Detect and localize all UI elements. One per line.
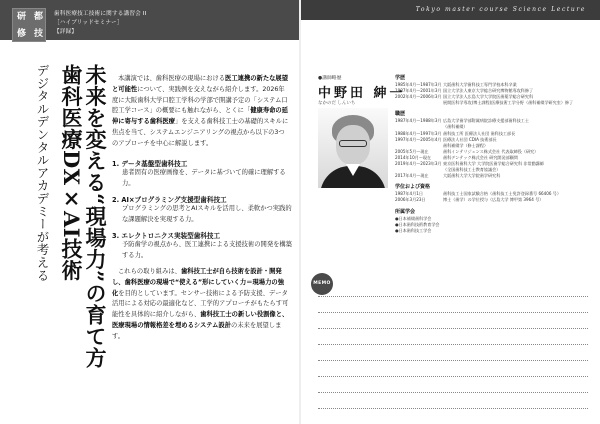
approach-title: 2. AI×プログラミング支援型歯科技工 <box>112 196 227 204</box>
memo-line <box>318 296 588 297</box>
approach-item <box>112 158 292 189</box>
cv-text: 歯科技工士国家試験合格（歯科技工士免許登録番号 66406 号） <box>443 191 561 197</box>
approach-item <box>112 194 292 225</box>
cv-date: 2019年4月〜2023年3月 <box>395 161 442 167</box>
cv-text: （全国歯科技工士教育協議会） <box>443 167 501 173</box>
intro-paragraph <box>112 74 290 150</box>
approach-desc: プログラミングの思考とAIスキルを活用し、柔軟かつ実践的な課題解決を実現する力。 <box>122 205 292 223</box>
title-main: 歯科医療DX×AI技術 <box>59 64 84 282</box>
cv-date: 2002年4月〜2006年3月 <box>395 94 442 100</box>
approach-item <box>112 230 292 261</box>
profile-tag: ●講師略歴 <box>318 76 342 81</box>
cv-heading: 学位および資格 <box>395 184 431 191</box>
closing-seg-5: の未来を展望します。 <box>112 321 282 340</box>
closing-seg-1: これらの取り組みは、 <box>118 268 181 275</box>
speaker-photo <box>318 108 388 188</box>
cv-block <box>395 74 590 238</box>
cv-heading: 所属学会 <box>395 208 416 215</box>
cv-text: 東京医科歯科大学 大学院医歯学総合研究科 非常勤講師 <box>443 161 544 167</box>
cv-text: 医療法人社団 CDIA 技術部長 <box>443 136 497 142</box>
cv-text: 歯科インテリジェンス株式会社 代表取締役（研究） <box>443 148 539 154</box>
right-header-band <box>301 0 600 20</box>
cv-date: 2006年3月23日 <box>395 197 426 203</box>
cv-row <box>395 100 590 106</box>
memo-badge: MEMO <box>311 273 333 295</box>
cv-date: 1987年4月1日 <box>395 191 423 197</box>
intro-seg-3: について、実践例を交えながら紹介します。2026年度に大阪歯科大学口腔工学科の学部で開講予定の「システム口腔工学コース」の概要にも触れながら、とくに「 <box>112 85 288 115</box>
approach-desc: 予防歯学の視点から、医工連携による支援技術の開発を構築する力。 <box>122 241 293 259</box>
badge-char-2: 都 <box>33 12 43 22</box>
cv-text: （歯科補綴） <box>443 124 468 130</box>
left-header-band <box>0 0 299 40</box>
intro-seg-1: 本講演では、歯科医療の現場における <box>118 75 226 82</box>
intro-seg-4: 健康寿命の延伸に寄与する歯科医療 <box>112 107 288 126</box>
cv-date: 1985年4月〜1987年3月 <box>395 82 442 87</box>
approach-desc: 患者固有の医療画像を、データに基づいて的確に理解する力。 <box>122 169 286 187</box>
cv-date: 1988年4月〜1997年3月 <box>395 130 442 136</box>
cv-section-societies <box>395 208 590 234</box>
cv-date: 1987年4月〜1988年3月 <box>395 118 442 124</box>
closing-seg-3: を目的としています。センサー技術による予防支援、データ活用による対応の最適化など、工学的アプローチがもたらす可能性を具体的に紹介しながら、 <box>112 289 289 319</box>
cv-date: 2017年4月〜現在 <box>395 173 429 179</box>
right-header-text: Tokyo master course Science Lecture <box>415 6 586 13</box>
header-line-1: 歯科医療技工技術に関する講習会 II <box>54 11 147 17</box>
cv-society: ●日本歯科技術教育学会 <box>395 221 440 227</box>
closing-seg-4: 歯科技工士の新しい役割像と、医療現場の情報格差を埋めるシステム設計 <box>112 311 289 329</box>
header-line-3: 【詳録】 <box>54 29 78 35</box>
cv-text: 歯科補綴学（修士課程） <box>443 142 489 148</box>
cv-date: 2005年5月〜現在 <box>395 148 429 154</box>
title-kicker: デジタルデンタルアカデミーが考える <box>35 64 50 282</box>
memo-line <box>318 408 588 409</box>
cv-date: 1987年4月〜2001年3月 <box>395 88 442 94</box>
cv-text: 歯科技工所 医療法人社団 歯科技工部長 <box>443 130 516 136</box>
photo-glasses <box>339 140 367 147</box>
cv-date: 2014年10月〜現在 <box>395 154 432 160</box>
cv-heading: 学歴 <box>395 75 406 81</box>
cv-text: 国立大学法人東京大学総合研究博物館専攻科修了 <box>443 88 534 94</box>
cv-text: 大阪歯科大学大学院歯学研究科 <box>443 173 501 179</box>
badge-char-1: 研 <box>16 12 26 22</box>
cv-text: 大阪歯科大学歯科技工専門学校本科卒業 <box>443 82 517 87</box>
series-badge <box>12 8 46 42</box>
cv-heading: 職歴 <box>395 111 406 118</box>
intro-seg-2: 医工連携の新たな展望と可能性 <box>112 75 289 93</box>
title-sub: 未来を変える“現場力”の育て方 <box>83 64 108 369</box>
cv-row <box>395 173 590 179</box>
cv-text: 博士（歯学）の学位授与（広島大学 博甲第 3964 号） <box>443 197 544 203</box>
cv-row <box>395 228 590 234</box>
closing-paragraph <box>112 267 290 343</box>
cv-section-qualifications <box>395 183 590 203</box>
cv-date: 1997年4月〜2005年4月 <box>395 136 442 142</box>
page-gutter <box>299 0 301 424</box>
closing-seg-2: 歯科技工士が自ら技術を設計・開発し、歯科医療の現場で“使える”形にしていく力＝現場力の強化 <box>112 268 284 297</box>
badge-char-3: 修 <box>16 29 26 39</box>
cv-row <box>395 197 590 203</box>
cv-society: ●日本補綴歯科学会 <box>395 215 432 221</box>
memo-line <box>318 328 588 329</box>
cv-text: 広島大学歯学部附属病院診療支援部歯科技工士 <box>443 118 529 124</box>
speaker-name-kana: なかのだ しんいち <box>318 101 356 106</box>
cv-section-career <box>395 110 590 179</box>
memo-line <box>318 312 588 313</box>
memo-line <box>318 392 588 393</box>
approach-list <box>112 153 292 261</box>
cv-date <box>395 100 443 106</box>
cv-section-education <box>395 74 590 106</box>
intro-seg-5: 」を支える歯科技工士の基礎的スキルに焦点を当て、システムエンジニアリングの視点から以下の3つのアプローチを中心に解説します。 <box>112 118 289 147</box>
badge-char-4: 技 <box>33 29 43 39</box>
cv-text: 国立大学法人広島大学大学院医歯薬学総合研究科 <box>443 94 534 100</box>
memo-line <box>318 376 588 377</box>
approach-title: 1. データ基盤型歯科技工 <box>112 160 188 168</box>
cv-text: 歯科デンテック株式会社 研究開発部顧問 <box>443 154 518 160</box>
cv-society: ●日本歯科技工学会 <box>395 227 432 233</box>
approach-title: 3. エレクトロニクス実装型歯科技工 <box>112 232 221 240</box>
speaker-name: 中野田 紳一 <box>318 86 406 101</box>
memo-line <box>318 360 588 361</box>
cv-text: 展開医科学専攻(博士課程)医療技術工学分野（歯科補綴学研究室）修了 <box>443 100 574 106</box>
header-line-2: ［ハイブリッドセミナー］ <box>54 20 123 26</box>
memo-line <box>318 344 588 345</box>
